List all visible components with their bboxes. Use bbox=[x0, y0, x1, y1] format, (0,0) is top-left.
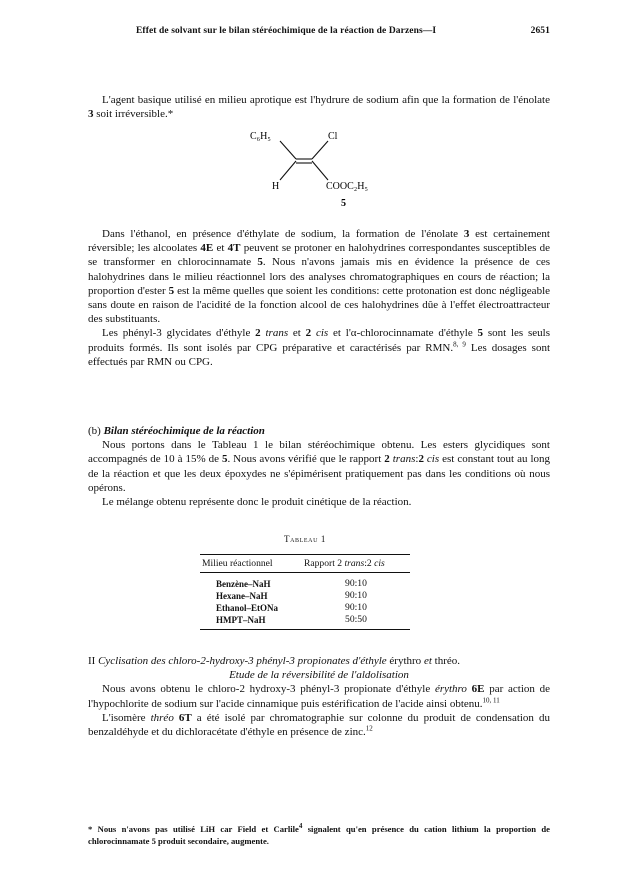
table-row: Benzène–NaH 90:10 bbox=[216, 578, 367, 589]
section-b-block: (b) Bilan stéréochimique de la réaction Nous portons dans le Tableau 1 le bilan stéréochimique obtenu. Les esters glycidiques sont accompagnés de 10 à 15% de 5. Nous avons vérifié que le rapport 2 trans:2 cis est constant tout au long de la réaction et que les deux époxydes ne s'épimérisent pratiquement pas dans les conditions où nous opérons. Le mélange obtenu représente donc le produit cinétique de la réaction. bbox=[88, 425, 550, 509]
structure-compound-label: 5 bbox=[341, 198, 346, 208]
page-number: 2651 bbox=[530, 26, 550, 36]
structure-bottom-right-group: COOC₂H₅ bbox=[326, 181, 368, 192]
table-row: Ethanol–EtONa 90:10 bbox=[216, 602, 367, 613]
section-2-subheading: Etude de la réversibilité de l'aldolisation bbox=[229, 669, 409, 682]
stereochemical-table bbox=[200, 554, 410, 630]
table-header-medium: Milieu réactionnel bbox=[200, 555, 302, 573]
structure-top-right-group: Cl bbox=[328, 131, 338, 142]
section-b-heading: (b) Bilan stéréochimique de la réaction bbox=[88, 425, 265, 437]
table-row: HMPT–NaH 50:50 bbox=[200, 614, 410, 630]
table-header-ratio: Rapport 2 trans:2 cis bbox=[302, 555, 410, 573]
chemical-structure-chlorocinnamate bbox=[240, 126, 390, 208]
running-head-title: Effet de solvant sur le bilan stéréochimique de la réaction de Darzens—I bbox=[136, 26, 437, 36]
structure-bottom-left-group: H bbox=[272, 181, 280, 192]
section-2-heading: II Cyclisation des chloro-2-hydroxy-3 phényl-3 propionates d'éthyle érythro et thréo. bbox=[88, 655, 460, 667]
footnote: * Nous n'avons pas utilisé LiH car Field et Carlile$^4$ signalent qu'en présence du cation lithium la proportion de chlorocinnamate 5 produit secondaire, augmente. bbox=[88, 822, 550, 846]
structure-top-left-group: C₆H₅ bbox=[250, 131, 271, 142]
paragraph-ethanol: Dans l'éthanol, en présence d'éthylate de sodium, la formation de l'énolate 3 est certainement réversible; les alcoolates 4E et 4T peuvent se protoner en halohydrines correspondantes susceptibles de se transformer en chlorocinnamate 5. Nous n'avons jamais mis en évidence la présence de ces halohydrines dans le milieu réactionnel lors des analyses chromatographiques en cours de réaction; la proportion d'ester 5 est la même quelles que soient les conditions: cette protonation est donc négligeable sans doute en raison de l'acidité de la fonction alcool de ces halohydrines dûe à l'effet électroattracteur des substituants. Les phényl-3 glycidates d'éthyle 2 trans et 2 cis et l'α-chlorocinnamate d'éthyle 5 sont les seuls produits formés. Ils sont isolés par CPG préparative et caractérisés par RMN.$^{8, 9}$ Les dosages sont effectués par RMN ou CPG. bbox=[88, 228, 551, 368]
table-caption: Tableau 1 bbox=[284, 534, 326, 544]
paragraph-basic-agent: L'agent basique utilisé en milieu aprotique est l'hydrure de sodium afin que la formation de l'énolate 3 soit irréversible.* bbox=[88, 94, 550, 121]
table-row: Hexane–NaH 90:10 bbox=[216, 590, 367, 601]
section-2-block: II Cyclisation des chloro-2-hydroxy-3 phényl-3 propionates d'éthyle érythro et thréo. Etude de la réversibilité de l'aldolisation Nous avons obtenu le chloro-2 hydroxy-3 phényl-3 propionate d'éthyle érythro 6E par action de l'hypochlorite de sodium sur l'acide cinnamique puis estérification de l'acide ainsi obtenu.$^{10, 11}$ L'isomère thréo 6T a été isolé par chromatographie sur colonne du produit de condensation du benzaldéhyde et du dichloracétate d'éthyle en présence de zinc.$^{12}$ bbox=[88, 655, 550, 739]
table-1 bbox=[200, 534, 410, 630]
